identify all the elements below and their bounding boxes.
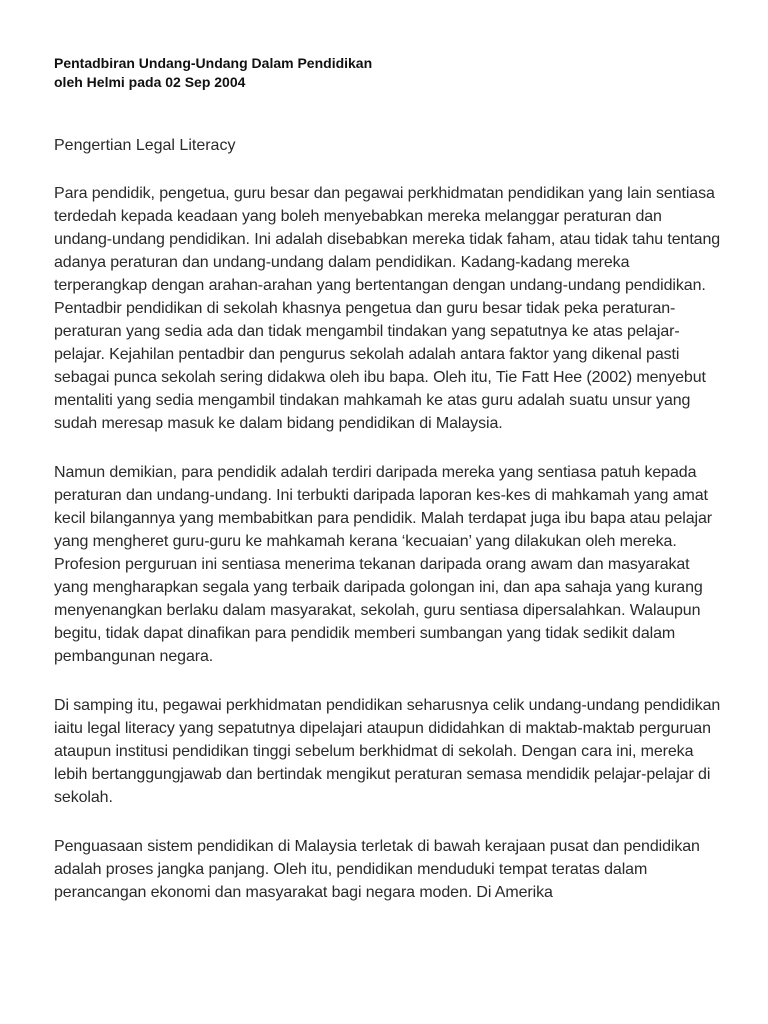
paragraph-4: Penguasaan sistem pendidikan di Malaysia terletak di bawah kerajaan pusat dan pendidikan adalah proses jangka panjang. Oleh itu, pendidikan menduduki tempat teratas dalam perancangan ekonomi dan masyarakat bagi negara moden. Di Amerika [54, 838, 700, 901]
paragraph-3: Di samping itu, pegawai perkhidmatan pendidikan seharusnya celik undang-undang pendidikan iaitu legal literacy yang sepatutnya dipelajari ataupun dididahkan di maktab-maktab perguruan ataupun institusi pendidikan tinggi sebelum berkhidmat di sekolah. Dengan cara ini, mereka lebih bertanggungjawab dan bertindak mengikut peraturan semasa mendidik pelajar-pelajar di sekolah. [54, 697, 721, 806]
section-heading: Pengertian Legal Literacy [54, 137, 236, 154]
document-byline: oleh Helmi pada 02 Sep 2004 [54, 74, 246, 90]
paragraph-1: Para pendidik, pengetua, guru besar dan pegawai perkhidmatan pendidikan yang lain sentiasa terdedah kepada keadaan yang boleh menyebabkan mereka melanggar peraturan dan undang-undang pendidikan. Ini adalah disebabkan mereka tidak faham, atau tidak tahu tentang adanya peraturan dan undang-undang dalam pendidikan. Kadang-kadang mereka terperangkap dengan arahan-arahan yang bertentangan dengan undang-undang pendidikan. Pentadbir pendidikan di sekolah khasnya pengetua dan guru besar tidak peka peraturan-peraturan yang sedia ada dan tidak mengambil tindakan yang sepatutnya ke atas pelajar-pelajar. Kejahilan pentadbir dan pengurus sekolah adalah antara faktor yang dikenal pasti sebagai punca sekolah sering didakwa oleh ibu bapa. Oleh itu, Tie Fatt Hee (2002) menyebut mentaliti yang sedia mengambil tindakan mahkamah ke atas guru adalah suatu unsur yang sudah meresap masuk ke dalam bidang pendidikan di Malaysia. [54, 185, 721, 432]
document-page [54, 54, 724, 904]
paragraph-2: Namun demikian, para pendidik adalah terdiri daripada mereka yang sentiasa patuh kepada peraturan dan undang-undang. Ini terbukti daripada laporan kes-kes di mahkamah yang amat kecil bilangannya yang membabitkan para pendidik. Malah terdapat juga ibu bapa atau pelajar yang mengheret guru-guru ke mahkamah kerana ‘kecuaian’ yang dilakukan oleh mereka. Profesion perguruan ini sentiasa menerima tekanan daripada orang awam dan masyarakat yang mengharapkan segala yang terbaik daripada golongan ini, dan apa sahaja yang kurang menyenangkan berlaku dalam masyarakat, sekolah, guru sentiasa dipersalahkan. Walaupun begitu, tidak dapat dinafikan para pendidik memberi sumbangan yang tidak sedikit dalam pembangunan negara. [54, 464, 713, 665]
document-title: Pentadbiran Undang-Undang Dalam Pendidikan [54, 55, 373, 71]
